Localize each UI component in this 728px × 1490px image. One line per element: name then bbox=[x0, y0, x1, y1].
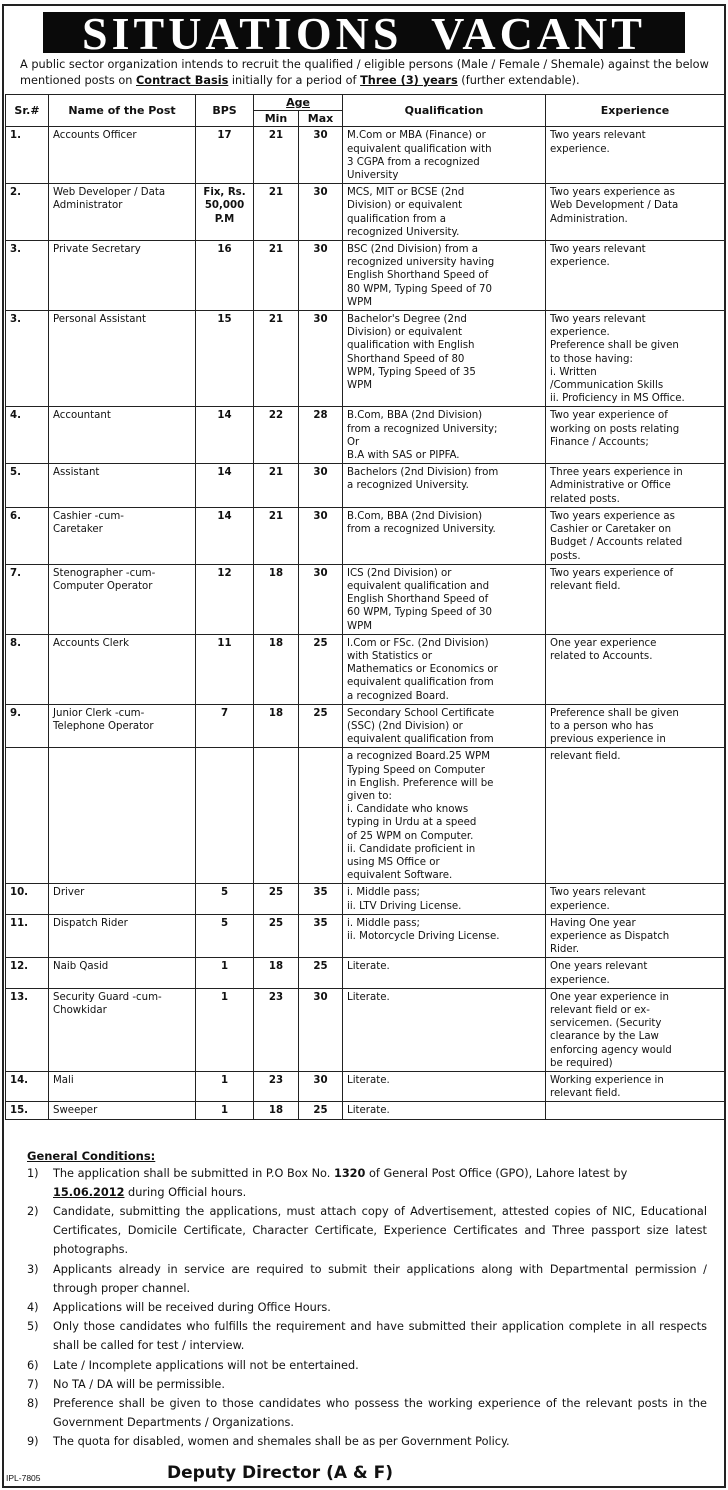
intro-text: A public sector organization intends to recruit the qualified / eligible persons (Male / Female / Shemale) against the below mentioned posts on bbox=[20, 58, 709, 87]
condition-text-part: Late / Incomplete applications will not be entertained. bbox=[53, 1358, 359, 1372]
condition-number: 5) bbox=[27, 1320, 39, 1334]
table-row bbox=[6, 464, 725, 508]
condition-number: 3) bbox=[27, 1262, 39, 1276]
condition-item bbox=[27, 1375, 707, 1394]
cell-post: Stenographer -cum- Computer Operator bbox=[49, 564, 196, 634]
cell-max: 30 bbox=[299, 311, 343, 407]
cell-qual: BSC (2nd Division) from a recognized university having English Shorthand Speed of 80 WPM, Typing Speed of 70 WPM bbox=[343, 241, 546, 311]
cell-post: Mali bbox=[49, 1072, 196, 1102]
table-body bbox=[6, 127, 725, 1119]
cell-bps: 12 bbox=[196, 564, 254, 634]
cell-exp: Two years relevant experience. bbox=[546, 127, 725, 184]
cell-exp: Two years experience as Web Development / Data Administration. bbox=[546, 184, 725, 241]
cell-min: 25 bbox=[254, 914, 299, 958]
table-row bbox=[6, 1072, 725, 1102]
cell-bps: 5 bbox=[196, 884, 254, 914]
cell-max: 30 bbox=[299, 507, 343, 564]
cell-min: 23 bbox=[254, 988, 299, 1071]
cell-bps: 17 bbox=[196, 127, 254, 184]
cell-bps: 1 bbox=[196, 988, 254, 1071]
cell-qual: i. Middle pass; ii. Motorcycle Driving License. bbox=[343, 914, 546, 958]
cell-max: 25 bbox=[299, 634, 343, 704]
condition-number: 4) bbox=[27, 1301, 39, 1315]
cell-min: 21 bbox=[254, 184, 299, 241]
cell-bps: Fix, Rs. 50,000 P.M bbox=[196, 184, 254, 241]
intro-text: (further extendable). bbox=[457, 74, 580, 87]
condition-text-part: Preference shall be given to those candidates who possess the working experience of the relevant posts in the Government Departments / Organizations. bbox=[53, 1397, 707, 1430]
cell-bps: 16 bbox=[196, 241, 254, 311]
table-row bbox=[6, 1102, 725, 1119]
cell-sr: 12. bbox=[6, 958, 49, 988]
table-row bbox=[6, 884, 725, 914]
cell-post: Junior Clerk -cum- Telephone Operator bbox=[49, 704, 196, 748]
cell-bps: 7 bbox=[196, 704, 254, 748]
cell-exp: Two years experience of relevant field. bbox=[546, 564, 725, 634]
cell-min: 25 bbox=[254, 884, 299, 914]
cell-bps: 11 bbox=[196, 634, 254, 704]
table-row bbox=[6, 127, 725, 184]
header-qualification: Qualification bbox=[343, 95, 546, 127]
cell-bps: 14 bbox=[196, 464, 254, 508]
table-row bbox=[6, 311, 725, 407]
cell-sr: 13. bbox=[6, 988, 49, 1071]
cell-max: 30 bbox=[299, 988, 343, 1071]
cell-qual: Literate. bbox=[343, 988, 546, 1071]
header-post: Name of the Post bbox=[49, 95, 196, 127]
table-row bbox=[6, 407, 725, 464]
cell-exp: One year experience related to Accounts. bbox=[546, 634, 725, 704]
cell-exp: relevant field. bbox=[546, 748, 725, 884]
cell-min: 18 bbox=[254, 634, 299, 704]
condition-item bbox=[27, 1202, 707, 1260]
cell-qual: MCS, MIT or BCSE (2nd Division) or equivalent qualification from a recognized University. bbox=[343, 184, 546, 241]
table-row bbox=[6, 704, 725, 748]
cell-post: Naib Qasid bbox=[49, 958, 196, 988]
cell-max: 28 bbox=[299, 407, 343, 464]
cell-qual: I.Com or FSc. (2nd Division) with Statistics or Mathematics or Economics or equivalent qualification from a recognized Board. bbox=[343, 634, 546, 704]
condition-item bbox=[27, 1432, 707, 1451]
condition-text bbox=[53, 1260, 707, 1298]
condition-text bbox=[53, 1164, 707, 1202]
header-bps: BPS bbox=[196, 95, 254, 127]
cell-post: Private Secretary bbox=[49, 241, 196, 311]
ad-reference: IPL-7805 bbox=[6, 1472, 41, 1483]
cell-qual: Literate. bbox=[343, 1072, 546, 1102]
cell-sr: 8. bbox=[6, 634, 49, 704]
deadline-date: 15.06.2012 bbox=[53, 1185, 125, 1199]
conditions-heading: General Conditions: bbox=[27, 1148, 156, 1163]
cell-qual: Literate. bbox=[343, 1102, 546, 1119]
condition-item bbox=[27, 1164, 707, 1202]
condition-item bbox=[27, 1260, 707, 1298]
condition-item bbox=[27, 1394, 707, 1432]
cell-qual: Bachelor's Degree (2nd Division) or equivalent qualification with English Shorthand Speed of 80 WPM, Typing Speed of 35 WPM bbox=[343, 311, 546, 407]
condition-number: 8) bbox=[27, 1397, 39, 1411]
contract-basis: Contract Basis bbox=[136, 74, 229, 87]
cell-sr: 3. bbox=[6, 241, 49, 311]
cell-bps: 1 bbox=[196, 958, 254, 988]
cell-bps: 15 bbox=[196, 311, 254, 407]
condition-text-part: Applications will be received during Office Hours. bbox=[53, 1301, 331, 1315]
cell-min: 18 bbox=[254, 1102, 299, 1119]
condition-number: 6) bbox=[27, 1358, 39, 1372]
cell-exp: Two years experience as Cashier or Caretaker on Budget / Accounts related posts. bbox=[546, 507, 725, 564]
table-row bbox=[6, 748, 725, 884]
cell-qual: Secondary School Certificate (SSC) (2nd Division) or equivalent qualification from bbox=[343, 704, 546, 748]
cell-bps bbox=[196, 748, 254, 884]
cell-sr: 1. bbox=[6, 127, 49, 184]
intro-paragraph bbox=[20, 57, 716, 89]
cell-bps: 1 bbox=[196, 1102, 254, 1119]
cell-min: 21 bbox=[254, 311, 299, 407]
cell-sr: 15. bbox=[6, 1102, 49, 1119]
header-age: Age bbox=[254, 95, 343, 111]
cell-post: Assistant bbox=[49, 464, 196, 508]
condition-text-part: No TA / DA will be permissible. bbox=[53, 1377, 225, 1391]
condition-text bbox=[53, 1202, 707, 1260]
cell-qual: ICS (2nd Division) or equivalent qualification and English Shorthand Speed of 60 WPM, Typing Speed of 30 WPM bbox=[343, 564, 546, 634]
cell-exp: Having One year experience as Dispatch Rider. bbox=[546, 914, 725, 958]
general-conditions bbox=[27, 1148, 707, 1452]
cell-qual: B.Com, BBA (2nd Division) from a recognized University; Or B.A with SAS or PIPFA. bbox=[343, 407, 546, 464]
cell-exp bbox=[546, 1102, 725, 1119]
cell-min bbox=[254, 748, 299, 884]
condition-text bbox=[53, 1432, 707, 1451]
cell-bps: 1 bbox=[196, 1072, 254, 1102]
cell-post: Accounts Clerk bbox=[49, 634, 196, 704]
condition-text bbox=[53, 1375, 707, 1394]
condition-text-part: during Official hours. bbox=[124, 1185, 247, 1199]
condition-number: 7) bbox=[27, 1377, 39, 1391]
cell-post: Driver bbox=[49, 884, 196, 914]
cell-post: Personal Assistant bbox=[49, 311, 196, 407]
table-row bbox=[6, 184, 725, 241]
cell-qual: M.Com or MBA (Finance) or equivalent qualification with 3 CGPA from a recognized University bbox=[343, 127, 546, 184]
cell-qual: i. Middle pass; ii. LTV Driving License. bbox=[343, 884, 546, 914]
cell-max: 25 bbox=[299, 704, 343, 748]
cell-sr bbox=[6, 748, 49, 884]
table-row bbox=[6, 507, 725, 564]
cell-qual: Literate. bbox=[343, 958, 546, 988]
cell-sr: 14. bbox=[6, 1072, 49, 1102]
cell-exp: One years relevant experience. bbox=[546, 958, 725, 988]
cell-max bbox=[299, 748, 343, 884]
cell-min: 23 bbox=[254, 1072, 299, 1102]
cell-bps: 5 bbox=[196, 914, 254, 958]
cell-min: 18 bbox=[254, 564, 299, 634]
cell-sr: 5. bbox=[6, 464, 49, 508]
cell-min: 21 bbox=[254, 464, 299, 508]
vacancies-table bbox=[5, 94, 725, 1120]
cell-min: 18 bbox=[254, 704, 299, 748]
cell-qual: Bachelors (2nd Division) from a recognized University. bbox=[343, 464, 546, 508]
condition-item bbox=[27, 1317, 707, 1355]
condition-text-part: Applicants already in service are required to submit their applications along with Departmental permission / through proper channel. bbox=[53, 1262, 707, 1295]
condition-item bbox=[27, 1356, 707, 1375]
table-row bbox=[6, 958, 725, 988]
header-age-min: Min bbox=[254, 111, 299, 127]
table-row bbox=[6, 988, 725, 1071]
ad-title: SITUATIONS VACANT bbox=[43, 12, 685, 53]
signatory: Deputy Director (A & F) bbox=[167, 1462, 394, 1483]
cell-sr: 9. bbox=[6, 704, 49, 748]
cell-exp: Preference shall be given to a person who has previous experience in bbox=[546, 704, 725, 748]
cell-sr: 2. bbox=[6, 184, 49, 241]
contract-period: Three (3) years bbox=[360, 74, 458, 87]
cell-max: 30 bbox=[299, 127, 343, 184]
condition-text bbox=[53, 1356, 707, 1375]
cell-max: 30 bbox=[299, 241, 343, 311]
cell-min: 21 bbox=[254, 127, 299, 184]
conditions-list bbox=[27, 1164, 707, 1452]
cell-exp: Two years relevant experience. bbox=[546, 884, 725, 914]
cell-sr: 3. bbox=[6, 311, 49, 407]
condition-text-part: of General Post Office (GPO), Lahore latest by bbox=[365, 1166, 628, 1180]
cell-sr: 11. bbox=[6, 914, 49, 958]
cell-exp: Two year experience of working on posts relating Finance / Accounts; bbox=[546, 407, 725, 464]
cell-min: 21 bbox=[254, 241, 299, 311]
cell-max: 30 bbox=[299, 564, 343, 634]
cell-sr: 6. bbox=[6, 507, 49, 564]
cell-post: Cashier -cum- Caretaker bbox=[49, 507, 196, 564]
condition-text-part: Only those candidates who fulfills the requirement and have submitted their application complete in all respects shall be called for test / interview. bbox=[53, 1320, 707, 1353]
cell-max: 30 bbox=[299, 184, 343, 241]
cell-min: 22 bbox=[254, 407, 299, 464]
cell-post: Sweeper bbox=[49, 1102, 196, 1119]
cell-exp: Three years experience in Administrative or Office related posts. bbox=[546, 464, 725, 508]
condition-number: 2) bbox=[27, 1205, 39, 1219]
condition-text-part: The application shall be submitted in P.O Box No. bbox=[53, 1166, 334, 1180]
cell-post bbox=[49, 748, 196, 884]
cell-post: Accounts Officer bbox=[49, 127, 196, 184]
condition-text bbox=[53, 1298, 707, 1317]
cell-sr: 7. bbox=[6, 564, 49, 634]
cell-max: 25 bbox=[299, 1102, 343, 1119]
condition-number: 9) bbox=[27, 1435, 39, 1449]
condition-text bbox=[53, 1317, 707, 1355]
cell-sr: 10. bbox=[6, 884, 49, 914]
cell-qual: a recognized Board.25 WPM Typing Speed on Computer in English. Preference will be given to: i. Candidate who knows typing in Urdu at a speed of 25 WPM on Computer. ii. Candidate proficient in using MS Office or equivalent Software. bbox=[343, 748, 546, 884]
cell-qual: B.Com, BBA (2nd Division) from a recognized University. bbox=[343, 507, 546, 564]
cell-exp: Working experience in relevant field. bbox=[546, 1072, 725, 1102]
cell-sr: 4. bbox=[6, 407, 49, 464]
condition-item bbox=[27, 1298, 707, 1317]
cell-min: 21 bbox=[254, 507, 299, 564]
header-sr: Sr.# bbox=[6, 95, 49, 127]
header-experience: Experience bbox=[546, 95, 725, 127]
cell-max: 25 bbox=[299, 958, 343, 988]
table-row bbox=[6, 914, 725, 958]
cell-exp: Two years relevant experience. bbox=[546, 241, 725, 311]
cell-post: Security Guard -cum- Chowkidar bbox=[49, 988, 196, 1071]
condition-number: 1) bbox=[27, 1166, 39, 1180]
table-row bbox=[6, 564, 725, 634]
cell-bps: 14 bbox=[196, 407, 254, 464]
cell-min: 18 bbox=[254, 958, 299, 988]
cell-post: Web Developer / Data Administrator bbox=[49, 184, 196, 241]
cell-max: 30 bbox=[299, 464, 343, 508]
footer bbox=[0, 1458, 728, 1484]
cell-max: 30 bbox=[299, 1072, 343, 1102]
table-row bbox=[6, 241, 725, 311]
condition-text-part: The quota for disabled, women and shemales shall be as per Government Policy. bbox=[53, 1435, 510, 1449]
table-row bbox=[6, 634, 725, 704]
header-age-max: Max bbox=[299, 111, 343, 127]
cell-max: 35 bbox=[299, 914, 343, 958]
cell-exp: Two years relevant experience. Preference shall be given to those having: i. Written /Communication Skills ii. Proficiency in MS Office. bbox=[546, 311, 725, 407]
cell-max: 35 bbox=[299, 884, 343, 914]
condition-text bbox=[53, 1394, 707, 1432]
intro-text: initially for a period of bbox=[228, 74, 361, 87]
cell-post: Accountant bbox=[49, 407, 196, 464]
condition-text-part: Candidate, submitting the applications, must attach copy of Advertisement, attested copies of NIC, Educational Certificates, Domicile Certificate, Character Certificate, Experience Certificates and Three passport size latest photographs. bbox=[53, 1205, 707, 1257]
cell-post: Dispatch Rider bbox=[49, 914, 196, 958]
cell-exp: One year experience in relevant field or ex- servicemen. (Security clearance by the Law enforcing agency would be required) bbox=[546, 988, 725, 1071]
po-box-number: 1320 bbox=[333, 1166, 366, 1180]
cell-bps: 14 bbox=[196, 507, 254, 564]
